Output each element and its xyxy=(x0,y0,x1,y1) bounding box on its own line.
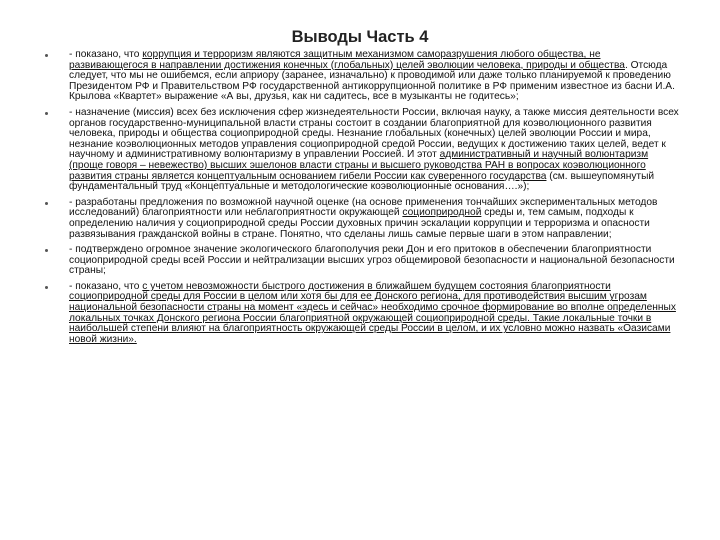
item-text: . Отсюда следует, что мы не ошибемся, если априору (заранее, изначально) к проводимой или даже только планируемой к проведению Президентом РФ и Правительством РФ государственной антикоррупционной политике в РФ применим известное из басни И.А. Крылова «Квартет» выражение «А вы, друзья, как ни садитесь, все в музыканты не годитесь»; xyxy=(69,59,675,103)
item-text: (см. вышеупомянутый фундаментальный труд «Концептуальные и методологические коэволюционные основания….»); xyxy=(69,170,655,193)
item-text: - показано, что xyxy=(69,280,143,292)
bullet-icon xyxy=(45,249,48,252)
bullet-icon xyxy=(45,112,48,115)
bullet-icon xyxy=(45,202,48,205)
bullet-icon xyxy=(45,54,48,57)
list-item xyxy=(40,245,680,277)
item-text-underlined: административный и научный волюнтаризм (проще говоря – невежество) высших эшелонов власти страны и высшего руководства РАН в вопросах коэволюционного развития страны является концептуальным основанием гибели России как суверенного государства xyxy=(69,149,649,182)
item-text: - назначение (миссия) всех без исключения сфер жизнедеятельности России, включая науку, а также миссия деятельности всех органов государственно-муниципальной власти страны состоит в создании благоприятной для коэволюционного развития человека, природы и общества социоприродной среды. Незнание глобальных (конечных) целей эволюции России и мира, незнание коэволюционных методов управления социоприродной средой России, ведущих к достижению таких целей, ведет к научному и административному волюнтаризму в управлении Россией. И этот xyxy=(69,106,679,161)
item-text: - разработаны предложения по возможной научной оценке (на основе применения тончайших экспериментальных методов исследований) благоприятности или неблагоприятности окружающей xyxy=(69,196,658,219)
slide-title: Выводы Часть 4 xyxy=(291,28,429,46)
item-text-underlined: социоприродной xyxy=(402,207,482,219)
conclusions-list xyxy=(40,50,680,350)
item-text-underlined: с учетом невозможности быстрого достижения в ближайшем будущем состояния благоприятности социоприродной среды для России в целом или хотя бы для ее Донского региона, для противодействия высшим угрозам национальной безопасности страны на момент «здесь и сейчас» необходимо срочное формирование во вполне определенных локальных точках Донского региона России благоприятной окружающей социоприродной среды. Такие локальные точки в наибольшей степени влияют на благоприятность окружающей среды России в целом, и их условно можно назвать «Оазисами новой жизни». xyxy=(69,280,676,345)
item-text: - показано, что xyxy=(69,49,143,60)
list-item xyxy=(40,198,680,240)
list-item xyxy=(40,108,680,193)
item-text: среды и, тем самым, подходы к определению наличия у социоприродной среды России духовных причин эскалации коррупции и терроризма и опасности развязывания гражданской войны в стране. Понятно, что сделаны лишь самые первые шаги в этом направлении; xyxy=(69,207,650,240)
bullet-icon xyxy=(45,286,48,289)
list-item xyxy=(40,50,680,103)
item-text-underlined: коррупция и терроризм являются защитным механизмом саморазрушения любого общества, не развивающегося в направлении достижения конечных (глобальных) целей эволюции человека, природы и общества xyxy=(69,49,625,71)
item-text: - подтверждено огромное значение экологического благополучия реки Дон и его притоков в обеспечении благоприятности социоприродной среды всей России и нейтрализации высших угроз общемировой безопасности и национальной безопасности страны; xyxy=(69,244,675,277)
list-item xyxy=(40,282,680,346)
